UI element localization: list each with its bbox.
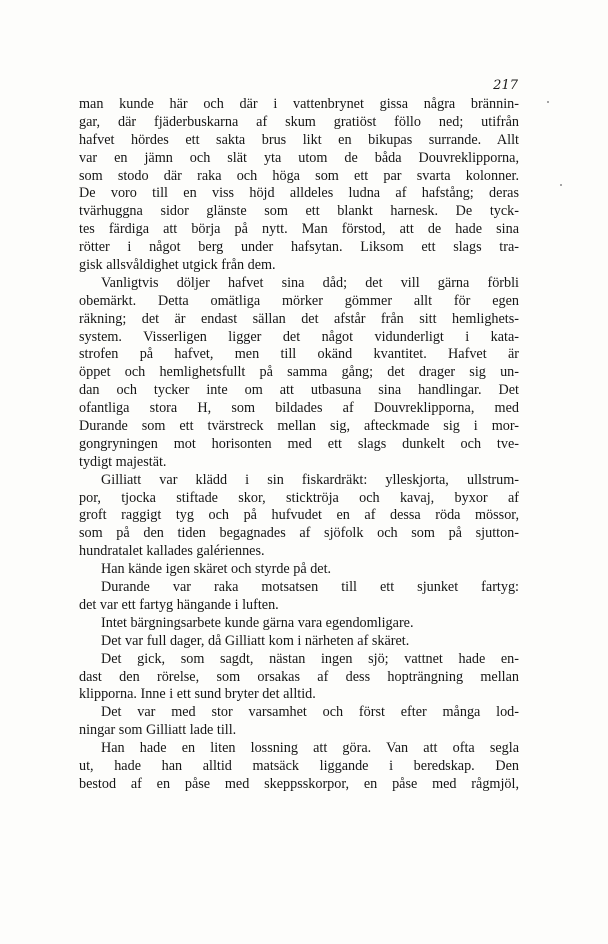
text-line: hundratalet kallades galériennes. bbox=[79, 543, 265, 560]
text-line: tvärhuggna sidor glänste som ett blankt harnesk. De tyck- bbox=[79, 203, 519, 220]
text-line: Durande som ett tvärstreck mellan sig, afteckmade sig i mor- bbox=[79, 418, 519, 435]
text-line: öppet och hemlighetsfullt på samma gång; det drager sig un- bbox=[79, 364, 519, 381]
body-text bbox=[79, 96, 519, 794]
text-line: gar, där fjäderbuskarna af skum gratiöst föllo ned; utifrån bbox=[79, 113, 519, 130]
text-line: klipporna. Inne i ett sund bryter det alltid. bbox=[79, 686, 316, 703]
text-line: Det gick, som sagdt, nästan ingen sjö; vattnet hade en- bbox=[101, 650, 519, 667]
text-line: gisk allsvåldighet utgick från dem. bbox=[79, 257, 276, 274]
text-line: Det var full dager, då Gilliatt kom i närheten af skäret. bbox=[101, 632, 410, 649]
text-line: strofen på hafvet, men till okänd kvantitet. Hafvet är bbox=[79, 346, 519, 363]
text-line: Intet bärgningsarbete kunde gärna vara egendomligare. bbox=[101, 614, 414, 631]
text-line: tydigt majestät. bbox=[79, 453, 167, 470]
text-line: dan och tycker inte om att utbasuna sina handlingar. Det bbox=[79, 382, 519, 399]
text-line: som stodo där raka och höga som ett par svarta kolonner. bbox=[79, 167, 519, 184]
page-number: 217 bbox=[493, 78, 518, 93]
paper-speck bbox=[547, 101, 549, 103]
text-line: gongryningen mot horisonten med ett slags dunkelt och tve- bbox=[79, 435, 519, 452]
text-line: rötter i något berg under hafsytan. Liksom ett slags tra- bbox=[79, 239, 519, 256]
text-line: ofantliga stora H, som bildades af Douvreklipporna, med bbox=[79, 400, 519, 417]
text-line: det var ett fartyg hängande i luften. bbox=[79, 596, 279, 613]
text-line: De voro till en viss höjd alldeles ludna af hafstång; deras bbox=[79, 185, 519, 202]
text-line: dast den rörelse, som orsakas af dess hopträngning mellan bbox=[79, 668, 519, 685]
text-line: Vanligtvis döljer hafvet sina dåd; det vill gärna förbli bbox=[101, 274, 519, 291]
text-line: obemärkt. Detta omätliga mörker gömmer allt för egen bbox=[79, 292, 519, 309]
text-line: Han hade en liten lossning att göra. Van att ofta segla bbox=[101, 740, 519, 757]
text-line: räkning; det är endast sällan det afstår från sitt hemlighets- bbox=[79, 310, 519, 327]
text-line: Han kände igen skäret och styrde på det. bbox=[101, 561, 332, 578]
paper-speck bbox=[560, 184, 562, 186]
text-line: por, tjocka stiftade skor, sticktröja och kavaj, byxor af bbox=[79, 489, 519, 506]
text-line: system. Visserligen ligger det något vidunderligt i kata- bbox=[79, 328, 519, 345]
text-line: Gilliatt var klädd i sin fiskardräkt: ylleskjorta, ullstrum- bbox=[101, 471, 519, 488]
text-line: man kunde här och där i vattenbrynet gissa några brännin- bbox=[79, 96, 519, 112]
text-line: groft raggigt tyg och på hufvudet en af dessa röda mössor, bbox=[79, 507, 519, 524]
text-line: ut, hade han alltid matsäck liggande i beredskap. Den bbox=[79, 757, 519, 774]
text-line: ningar som Gilliatt lade till. bbox=[79, 722, 237, 739]
text-line: som på den tiden begagnades af sjöfolk och som på sjutton- bbox=[79, 525, 519, 542]
text-line: Durande var raka motsatsen till ett sjunket fartyg: bbox=[101, 579, 519, 596]
text-line: bestod af en påse med skeppsskorpor, en påse med rågmjöl, bbox=[79, 775, 519, 792]
text-line: tes färdiga att börja på nytt. Man förstod, att de hade sina bbox=[79, 221, 519, 238]
text-line: var en jämn och slät yta utom de båda Douvreklipporna, bbox=[79, 149, 519, 166]
text-line: Det var med stor varsamhet och först efter många lod- bbox=[101, 704, 519, 721]
text-line: hafvet hördes ett sakta brus likt en bikupas surrande. Allt bbox=[79, 131, 519, 148]
